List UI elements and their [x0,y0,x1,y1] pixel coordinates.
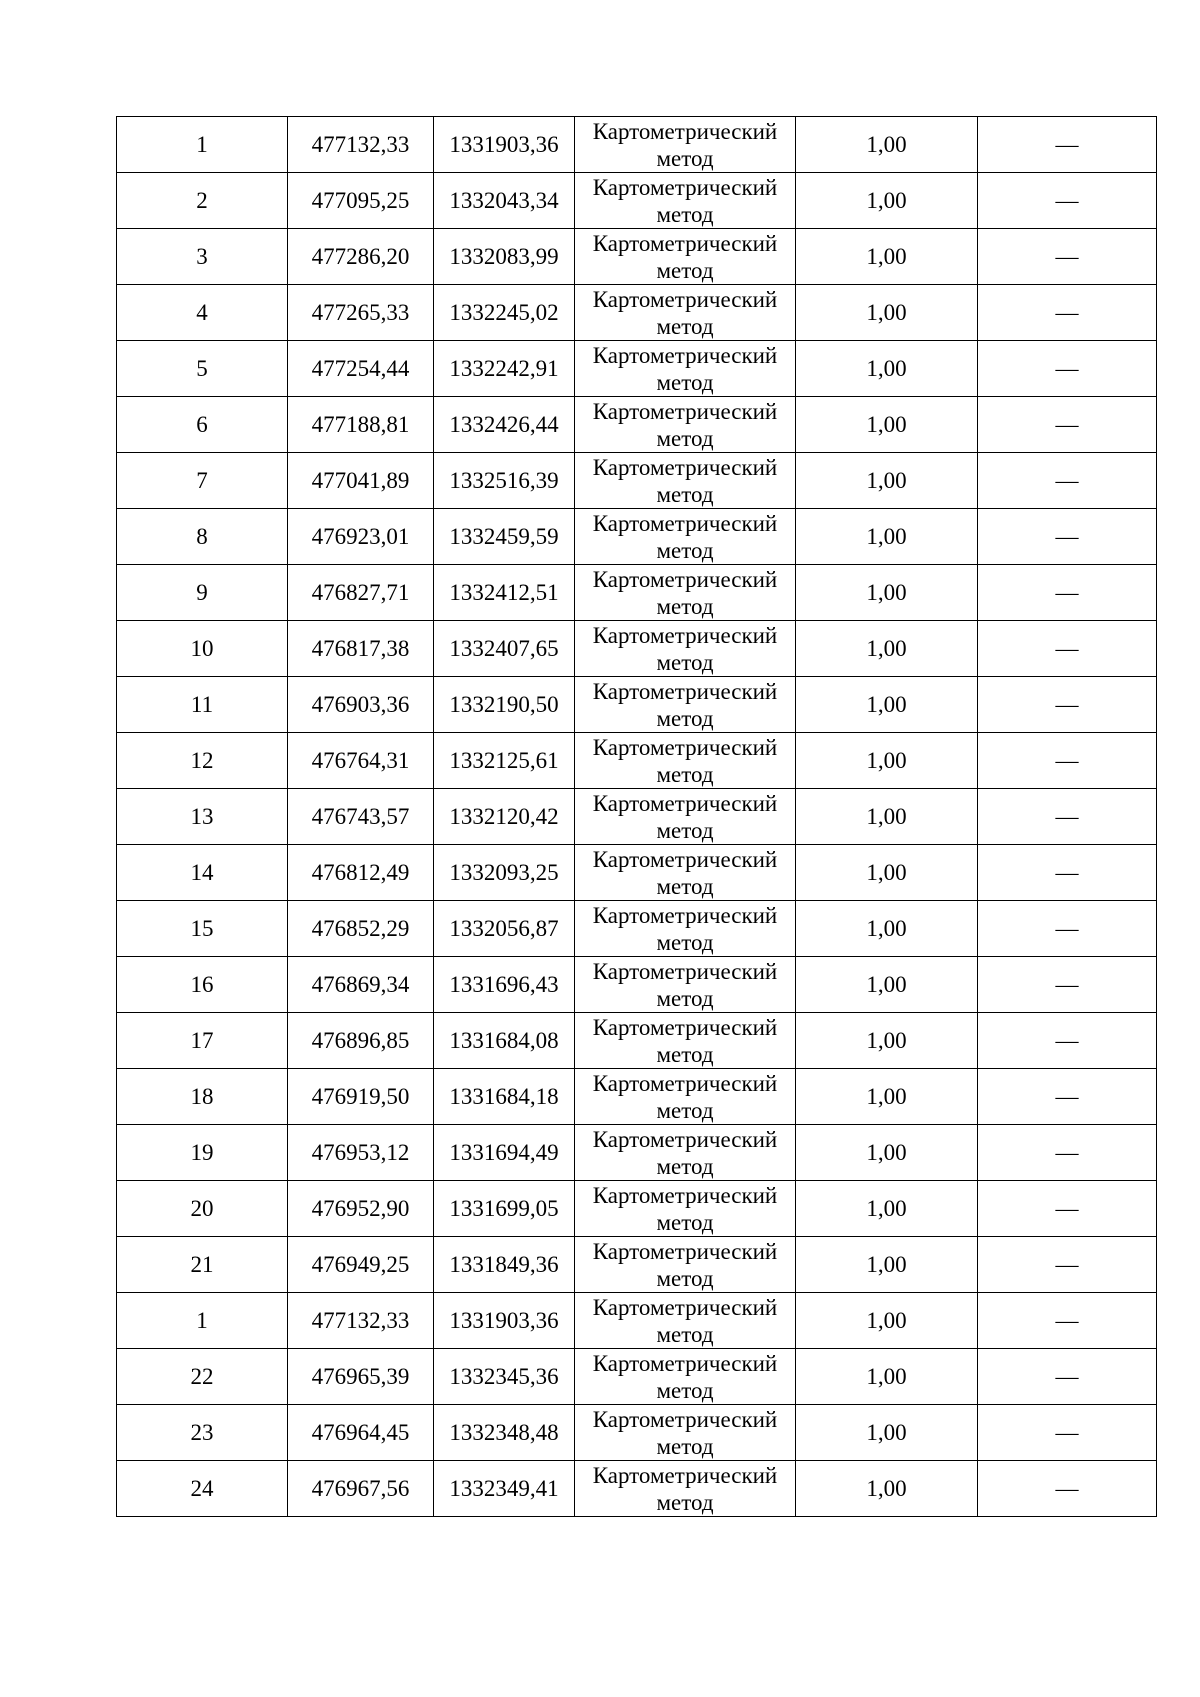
method-line-2: метод [656,761,714,787]
x-coordinate-cell: 476949,25 [288,1237,434,1293]
accuracy-cell: 1,00 [796,1069,978,1125]
table-row [117,1461,1157,1517]
method-cell [575,621,796,677]
point-number-cell: 15 [117,901,288,957]
method-cell [575,1237,796,1293]
accuracy-cell: 1,00 [796,453,978,509]
description-cell: — [978,1349,1157,1405]
coordinates-table [116,116,1157,1517]
point-number-cell: 13 [117,789,288,845]
x-coordinate-cell: 476827,71 [288,565,434,621]
method-cell [575,341,796,397]
description-cell: — [978,509,1157,565]
description-cell: — [978,1405,1157,1461]
method-line-2: метод [656,257,714,283]
x-coordinate-cell: 476964,45 [288,1405,434,1461]
y-coordinate-cell: 1331903,36 [434,117,575,173]
description-cell: — [978,1293,1157,1349]
method-line-1: Картометрический [592,342,778,368]
description-cell: — [978,117,1157,173]
method-line-2: метод [656,817,714,843]
x-coordinate-cell: 477286,20 [288,229,434,285]
table-row [117,229,1157,285]
accuracy-cell: 1,00 [796,789,978,845]
table-row [117,1013,1157,1069]
point-number-cell: 9 [117,565,288,621]
table-row [117,957,1157,1013]
y-coordinate-cell: 1332245,02 [434,285,575,341]
y-coordinate-cell: 1332348,48 [434,1405,575,1461]
accuracy-cell: 1,00 [796,1237,978,1293]
description-cell: — [978,397,1157,453]
method-line-2: метод [656,649,714,675]
point-number-cell: 1 [117,1293,288,1349]
table-row [117,1237,1157,1293]
table-row [117,397,1157,453]
y-coordinate-cell: 1331903,36 [434,1293,575,1349]
method-line-2: метод [656,425,714,451]
x-coordinate-cell: 477265,33 [288,285,434,341]
x-coordinate-cell: 477132,33 [288,117,434,173]
y-coordinate-cell: 1332349,41 [434,1461,575,1517]
table-row [117,453,1157,509]
y-coordinate-cell: 1332043,34 [434,173,575,229]
x-coordinate-cell: 477041,89 [288,453,434,509]
method-line-1: Картометрический [592,1182,778,1208]
method-cell [575,1181,796,1237]
point-number-cell: 17 [117,1013,288,1069]
method-line-2: метод [656,313,714,339]
method-line-2: метод [656,1377,714,1403]
table-row [117,117,1157,173]
method-line-2: метод [656,873,714,899]
x-coordinate-cell: 476923,01 [288,509,434,565]
accuracy-cell: 1,00 [796,957,978,1013]
y-coordinate-cell: 1331696,43 [434,957,575,1013]
y-coordinate-cell: 1332125,61 [434,733,575,789]
description-cell: — [978,1461,1157,1517]
method-cell [575,397,796,453]
method-line-2: метод [656,537,714,563]
method-line-1: Картометрический [592,174,778,200]
accuracy-cell: 1,00 [796,285,978,341]
method-line-1: Картометрический [592,734,778,760]
point-number-cell: 6 [117,397,288,453]
method-line-1: Картометрический [592,1238,778,1264]
point-number-cell: 22 [117,1349,288,1405]
point-number-cell: 8 [117,509,288,565]
method-cell [575,117,796,173]
method-line-2: метод [656,369,714,395]
x-coordinate-cell: 476896,85 [288,1013,434,1069]
method-line-2: метод [656,1489,714,1515]
y-coordinate-cell: 1332093,25 [434,845,575,901]
point-number-cell: 10 [117,621,288,677]
x-coordinate-cell: 476965,39 [288,1349,434,1405]
method-line-1: Картометрический [592,1406,778,1432]
table-row [117,341,1157,397]
accuracy-cell: 1,00 [796,1405,978,1461]
table-row [117,1349,1157,1405]
description-cell: — [978,1013,1157,1069]
table-row [117,1181,1157,1237]
description-cell: — [978,621,1157,677]
method-line-1: Картометрический [592,286,778,312]
method-cell [575,285,796,341]
y-coordinate-cell: 1332120,42 [434,789,575,845]
point-number-cell: 16 [117,957,288,1013]
method-line-1: Картометрический [592,790,778,816]
table-row [117,789,1157,845]
accuracy-cell: 1,00 [796,117,978,173]
method-line-1: Картометрический [592,510,778,536]
table-row [117,733,1157,789]
method-line-1: Картометрический [592,398,778,424]
x-coordinate-cell: 477095,25 [288,173,434,229]
method-cell [575,173,796,229]
method-cell [575,1405,796,1461]
point-number-cell: 20 [117,1181,288,1237]
method-line-2: метод [656,1097,714,1123]
method-line-2: метод [656,1209,714,1235]
accuracy-cell: 1,00 [796,341,978,397]
accuracy-cell: 1,00 [796,1461,978,1517]
method-cell [575,229,796,285]
accuracy-cell: 1,00 [796,845,978,901]
method-line-2: метод [656,145,714,171]
accuracy-cell: 1,00 [796,1125,978,1181]
x-coordinate-cell: 476919,50 [288,1069,434,1125]
accuracy-cell: 1,00 [796,173,978,229]
point-number-cell: 4 [117,285,288,341]
description-cell: — [978,845,1157,901]
table-row [117,1125,1157,1181]
method-line-1: Картометрический [592,1294,778,1320]
y-coordinate-cell: 1332083,99 [434,229,575,285]
method-cell [575,1013,796,1069]
method-line-2: метод [656,593,714,619]
accuracy-cell: 1,00 [796,565,978,621]
table-row [117,565,1157,621]
x-coordinate-cell: 476952,90 [288,1181,434,1237]
table-row [117,845,1157,901]
method-cell [575,509,796,565]
method-line-1: Картометрический [592,958,778,984]
method-line-1: Картометрический [592,1350,778,1376]
method-line-2: метод [656,1321,714,1347]
table-row [117,285,1157,341]
method-cell [575,1125,796,1181]
accuracy-cell: 1,00 [796,733,978,789]
method-line-1: Картометрический [592,118,778,144]
x-coordinate-cell: 476764,31 [288,733,434,789]
x-coordinate-cell: 476743,57 [288,789,434,845]
point-number-cell: 24 [117,1461,288,1517]
method-line-2: метод [656,481,714,507]
x-coordinate-cell: 476852,29 [288,901,434,957]
description-cell: — [978,173,1157,229]
method-cell [575,453,796,509]
method-line-2: метод [656,929,714,955]
accuracy-cell: 1,00 [796,901,978,957]
description-cell: — [978,341,1157,397]
y-coordinate-cell: 1332407,65 [434,621,575,677]
method-cell [575,1069,796,1125]
accuracy-cell: 1,00 [796,677,978,733]
method-line-1: Картометрический [592,230,778,256]
y-coordinate-cell: 1332459,59 [434,509,575,565]
accuracy-cell: 1,00 [796,1349,978,1405]
method-cell [575,1349,796,1405]
method-cell [575,1293,796,1349]
table-row [117,173,1157,229]
method-cell [575,565,796,621]
y-coordinate-cell: 1332412,51 [434,565,575,621]
description-cell: — [978,1237,1157,1293]
x-coordinate-cell: 477132,33 [288,1293,434,1349]
description-cell: — [978,901,1157,957]
accuracy-cell: 1,00 [796,1293,978,1349]
y-coordinate-cell: 1332056,87 [434,901,575,957]
description-cell: — [978,733,1157,789]
y-coordinate-cell: 1332426,44 [434,397,575,453]
method-line-1: Картометрический [592,454,778,480]
method-line-2: метод [656,985,714,1011]
y-coordinate-cell: 1331684,08 [434,1013,575,1069]
method-line-1: Картометрический [592,1126,778,1152]
point-number-cell: 5 [117,341,288,397]
point-number-cell: 2 [117,173,288,229]
method-line-1: Картометрический [592,902,778,928]
description-cell: — [978,957,1157,1013]
description-cell: — [978,229,1157,285]
method-line-2: метод [656,1265,714,1291]
y-coordinate-cell: 1332242,91 [434,341,575,397]
description-cell: — [978,453,1157,509]
table-row [117,1069,1157,1125]
x-coordinate-cell: 476903,36 [288,677,434,733]
y-coordinate-cell: 1331684,18 [434,1069,575,1125]
x-coordinate-cell: 476869,34 [288,957,434,1013]
method-line-2: метод [656,1433,714,1459]
x-coordinate-cell: 476817,38 [288,621,434,677]
method-line-2: метод [656,1153,714,1179]
point-number-cell: 18 [117,1069,288,1125]
method-cell [575,677,796,733]
method-cell [575,733,796,789]
point-number-cell: 3 [117,229,288,285]
table-row [117,621,1157,677]
description-cell: — [978,1069,1157,1125]
method-line-2: метод [656,1041,714,1067]
table-row [117,1405,1157,1461]
description-cell: — [978,285,1157,341]
table-row [117,1293,1157,1349]
accuracy-cell: 1,00 [796,1181,978,1237]
method-line-1: Картометрический [592,622,778,648]
description-cell: — [978,565,1157,621]
x-coordinate-cell: 476953,12 [288,1125,434,1181]
method-cell [575,789,796,845]
point-number-cell: 12 [117,733,288,789]
x-coordinate-cell: 477188,81 [288,397,434,453]
x-coordinate-cell: 476967,56 [288,1461,434,1517]
accuracy-cell: 1,00 [796,621,978,677]
x-coordinate-cell: 477254,44 [288,341,434,397]
table-row [117,901,1157,957]
table-row [117,677,1157,733]
method-line-1: Картометрический [592,846,778,872]
accuracy-cell: 1,00 [796,1013,978,1069]
accuracy-cell: 1,00 [796,397,978,453]
x-coordinate-cell: 476812,49 [288,845,434,901]
y-coordinate-cell: 1332190,50 [434,677,575,733]
y-coordinate-cell: 1331699,05 [434,1181,575,1237]
method-line-1: Картометрический [592,566,778,592]
description-cell: — [978,1125,1157,1181]
method-cell [575,1461,796,1517]
point-number-cell: 1 [117,117,288,173]
method-cell [575,901,796,957]
y-coordinate-cell: 1332345,36 [434,1349,575,1405]
point-number-cell: 14 [117,845,288,901]
coordinates-table-body [117,117,1157,1517]
accuracy-cell: 1,00 [796,509,978,565]
method-line-1: Картометрический [592,1462,778,1488]
accuracy-cell: 1,00 [796,229,978,285]
method-line-1: Картометрический [592,1070,778,1096]
method-line-2: метод [656,201,714,227]
method-line-1: Картометрический [592,678,778,704]
point-number-cell: 7 [117,453,288,509]
method-cell [575,957,796,1013]
method-line-2: метод [656,705,714,731]
point-number-cell: 23 [117,1405,288,1461]
y-coordinate-cell: 1331849,36 [434,1237,575,1293]
y-coordinate-cell: 1331694,49 [434,1125,575,1181]
method-cell [575,845,796,901]
point-number-cell: 11 [117,677,288,733]
description-cell: — [978,677,1157,733]
point-number-cell: 21 [117,1237,288,1293]
table-row [117,509,1157,565]
point-number-cell: 19 [117,1125,288,1181]
y-coordinate-cell: 1332516,39 [434,453,575,509]
description-cell: — [978,1181,1157,1237]
method-line-1: Картометрический [592,1014,778,1040]
description-cell: — [978,789,1157,845]
